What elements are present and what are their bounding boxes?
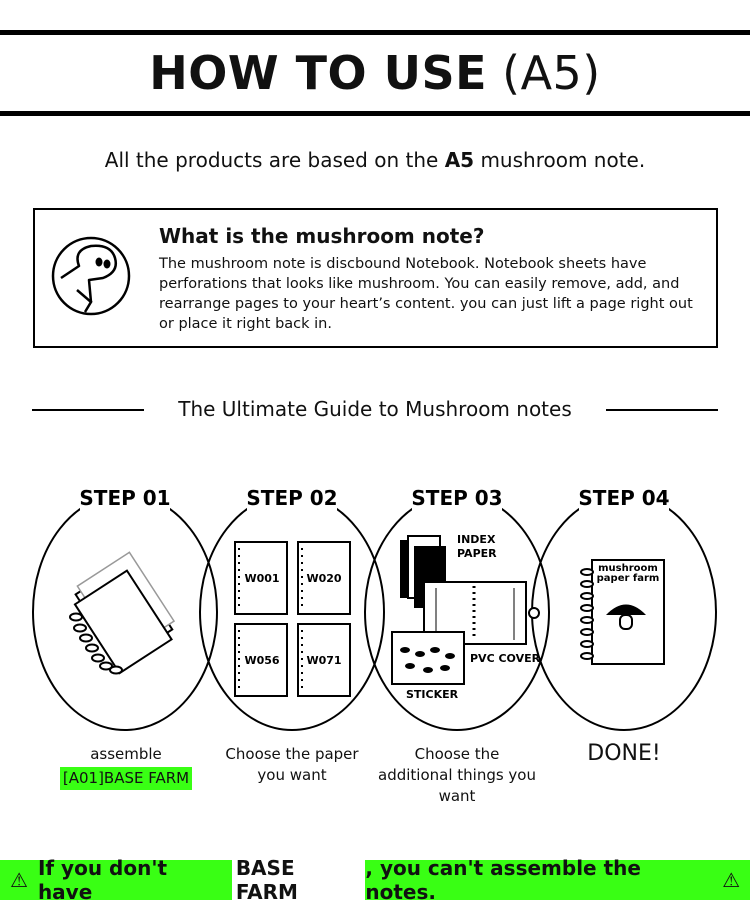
paper-w056: W056 [244,654,280,667]
step1-caption [46,744,206,790]
title-size: (A5) [502,46,601,100]
step3-caption: Choose the additional things you want [378,745,536,805]
page-title [149,46,601,100]
paper-w071: W071 [306,654,342,667]
step1-assemble-illustration [67,552,181,673]
info-box [33,208,718,348]
intro-bold: A5 [444,148,475,172]
step2-papers [235,542,350,696]
step1-caption-text: assemble [90,745,162,763]
warning-highlight: BASE FARM [232,855,366,905]
step2-label: STEP 02 [246,486,338,510]
step4-caption: DONE! [587,741,661,766]
warning-triangle-icon: ⚠ [10,868,28,892]
warning-before: If you don't have [37,856,167,904]
intro-after: mushroom note. [474,148,646,172]
warning-triangle-icon-right: ⚠ [722,868,741,892]
mushroom-logo-icon [51,228,131,324]
header-band [0,30,750,116]
cover-line1: mushroom [598,563,658,574]
warning-after: , you can't assemble the notes. [365,856,641,904]
warning-banner [0,856,750,904]
paper-label: PAPER [457,547,497,560]
step4-notebook [581,560,664,664]
guide-title: The Ultimate Guide to Mushroom notes [178,397,572,421]
paper-w020: W020 [306,572,342,585]
index-label: INDEX [457,533,496,546]
pvc-cover-label: PVC COVER [470,652,541,665]
step4-label: STEP 04 [578,486,670,510]
step3-extras [392,533,541,701]
title-bold: HOW TO USE [149,46,487,100]
intro-text [0,148,750,172]
step2-circle [200,494,384,730]
step1-label: STEP 01 [79,486,171,510]
step3-label: STEP 03 [411,486,503,510]
step2-caption: Choose the paper you want [225,745,359,784]
info-body: The mushroom note is discbound Notebook. Notebook sheets have perforations that looks like mushroom. You can easily remove, add, and rearrange pages to your heart’s content. you can just lift a page right out or place it right back in. [159,256,693,332]
sticker-label: STICKER [406,688,459,701]
base-farm-highlight: [A01]BASE FARM [60,767,192,790]
paper-w001: W001 [244,572,280,585]
guide-divider [32,395,718,425]
cover-line2: paper farm [596,573,660,584]
info-heading: What is the mushroom note? [159,224,485,248]
divider-line-right [606,409,718,411]
intro-before: All the products are based on the [104,148,445,172]
